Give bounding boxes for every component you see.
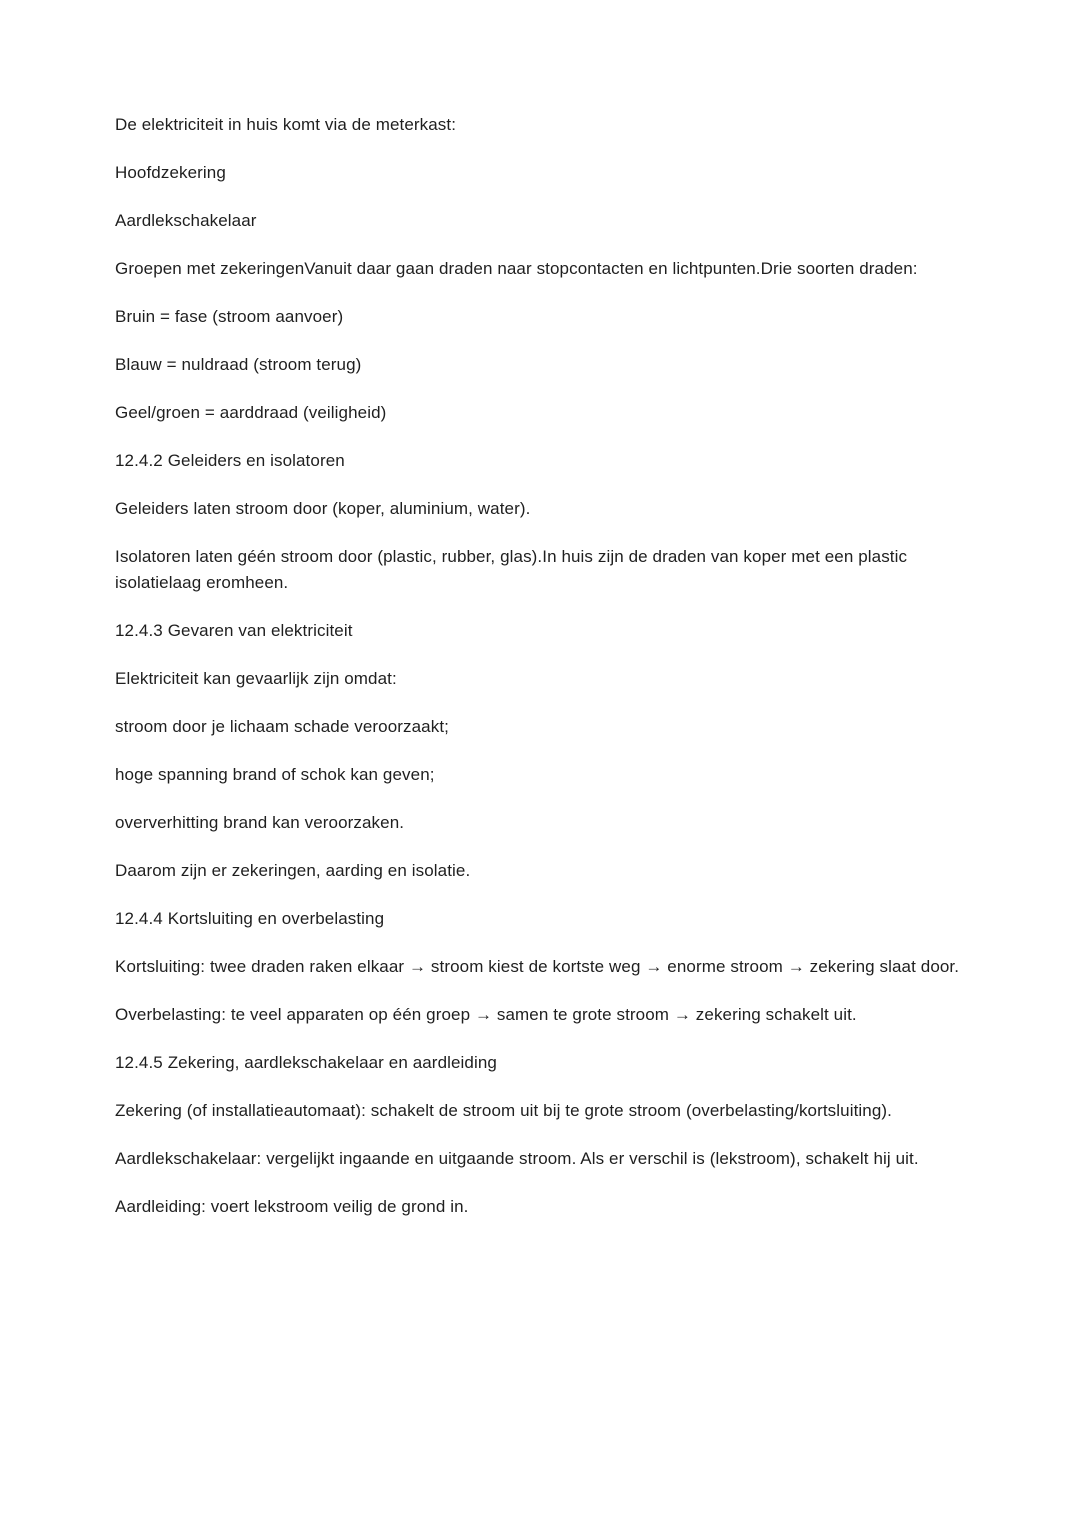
paragraph: Geel/groen = aarddraad (veiligheid) <box>115 403 387 422</box>
paragraph: Blauw = nuldraad (stroom terug) <box>115 355 362 374</box>
paragraph: Groepen met zekeringenVanuit daar gaan draden naar stopcontacten en lichtpunten.Drie soorten draden: <box>115 259 918 278</box>
paragraph: Elektriciteit kan gevaarlijk zijn omdat: <box>115 669 397 688</box>
paragraph: Kortsluiting: twee draden raken elkaar → stroom kiest de kortste weg → enorme stroom → zekering slaat door. <box>115 957 960 976</box>
paragraph: Aardleiding: voert lekstroom veilig de grond in. <box>115 1197 469 1216</box>
document-body <box>115 112 967 1220</box>
paragraph: Daarom zijn er zekeringen, aarding en isolatie. <box>115 861 471 880</box>
paragraph: Aardlekschakelaar <box>115 211 257 230</box>
section-heading: 12.4.5 Zekering, aardlekschakelaar en aardleiding <box>115 1053 497 1072</box>
paragraph: Geleiders laten stroom door (koper, aluminium, water). <box>115 499 531 518</box>
paragraph: Zekering (of installatieautomaat): schakelt de stroom uit bij te grote stroom (overbelasting/kortsluiting). <box>115 1101 892 1120</box>
section-heading: 12.4.4 Kortsluiting en overbelasting <box>115 909 385 928</box>
paragraph: Hoofdzekering <box>115 163 226 182</box>
paragraph: oververhitting brand kan veroorzaken. <box>115 813 405 832</box>
paragraph: stroom door je lichaam schade veroorzaakt; <box>115 717 449 736</box>
section-heading: 12.4.3 Gevaren van elektriciteit <box>115 621 353 640</box>
section-heading: 12.4.2 Geleiders en isolatoren <box>115 451 345 470</box>
paragraph: Bruin = fase (stroom aanvoer) <box>115 307 344 326</box>
paragraph: Isolatoren laten géén stroom door (plastic, rubber, glas).In huis zijn de draden van koper met een plastic isolatielaag eromheen. <box>115 547 908 592</box>
paragraph: hoge spanning brand of schok kan geven; <box>115 765 435 784</box>
paragraph: De elektriciteit in huis komt via de meterkast: <box>115 115 457 134</box>
paragraph: Overbelasting: te veel apparaten op één groep → samen te grote stroom → zekering schakelt uit. <box>115 1005 857 1024</box>
paragraph: Aardlekschakelaar: vergelijkt ingaande en uitgaande stroom. Als er verschil is (lekstroom), schakelt hij uit. <box>115 1149 919 1168</box>
